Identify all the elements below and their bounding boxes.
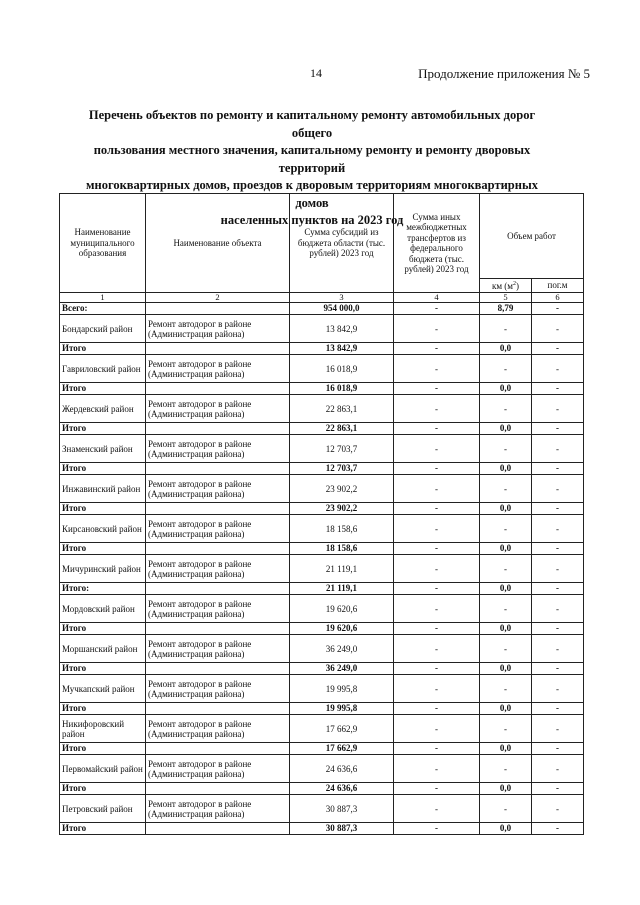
total-row (60, 343, 584, 355)
subsidy-value: 21 119,1 (290, 555, 394, 583)
object-name: Ремонт автодорог в районе (Администрация района) (146, 315, 290, 343)
district-name: Мучкапский район (60, 675, 146, 703)
object-row (60, 555, 584, 583)
total-km: 0,0 (480, 783, 532, 795)
total-label: Итого (60, 343, 146, 355)
object-row (60, 715, 584, 743)
total-label: Итого (60, 823, 146, 835)
subsidy-value: 24 636,6 (290, 755, 394, 783)
total-km: 0,0 (480, 703, 532, 715)
pogm-value: - (532, 755, 584, 783)
subsidy-value: 23 902,2 (290, 475, 394, 503)
object-name: Ремонт автодорог в районе (Администрация района) (146, 355, 290, 383)
km-value: - (480, 315, 532, 343)
total-subsidy: 21 119,1 (290, 583, 394, 595)
km-value: - (480, 475, 532, 503)
district-name: Жердевский район (60, 395, 146, 423)
object-name: Ремонт автодорог в районе (Администрация района) (146, 715, 290, 743)
total-label: Итого (60, 543, 146, 555)
column-number: 6 (532, 293, 584, 303)
total-row (60, 383, 584, 395)
total-label: Итого (60, 703, 146, 715)
grand-total-transfers: - (394, 303, 480, 315)
total-pogm: - (532, 423, 584, 435)
grand-total-pogm: - (532, 303, 584, 315)
total-label: Итого (60, 623, 146, 635)
km-value: - (480, 795, 532, 823)
total-pogm: - (532, 823, 584, 835)
transfers-value: - (394, 555, 480, 583)
column-number: 2 (146, 293, 290, 303)
km-value: - (480, 675, 532, 703)
total-row (60, 743, 584, 755)
total-label: Итого (60, 783, 146, 795)
subsidy-value: 12 703,7 (290, 435, 394, 463)
object-row (60, 315, 584, 343)
transfers-value: - (394, 795, 480, 823)
transfers-value: - (394, 315, 480, 343)
total-row (60, 623, 584, 635)
km-value: - (480, 515, 532, 543)
object-name: Ремонт автодорог в районе (Администрация района) (146, 635, 290, 663)
col-header-object: Наименование объекта (146, 194, 290, 293)
total-row (60, 663, 584, 675)
total-km: 0,0 (480, 503, 532, 515)
total-subsidy: 23 902,2 (290, 503, 394, 515)
subsidy-value: 22 863,1 (290, 395, 394, 423)
total-transfers: - (394, 503, 480, 515)
total-transfers: - (394, 703, 480, 715)
total-subsidy: 24 636,6 (290, 783, 394, 795)
total-subsidy: 17 662,9 (290, 743, 394, 755)
total-pogm: - (532, 783, 584, 795)
column-number: 5 (480, 293, 532, 303)
km-value: - (480, 595, 532, 623)
total-empty (146, 463, 290, 475)
transfers-value: - (394, 355, 480, 383)
pogm-value: - (532, 475, 584, 503)
transfers-value: - (394, 475, 480, 503)
pogm-value: - (532, 675, 584, 703)
district-name: Мичуринский район (60, 555, 146, 583)
district-name: Мордовский район (60, 595, 146, 623)
district-name: Бондарский район (60, 315, 146, 343)
total-row (60, 423, 584, 435)
subsidy-value: 13 842,9 (290, 315, 394, 343)
total-pogm: - (532, 463, 584, 475)
total-km: 0,0 (480, 423, 532, 435)
total-empty (146, 703, 290, 715)
total-label: Итого (60, 663, 146, 675)
pogm-value: - (532, 355, 584, 383)
total-row (60, 543, 584, 555)
total-label: Итого (60, 463, 146, 475)
col-header-km (480, 279, 532, 293)
total-subsidy: 13 842,9 (290, 343, 394, 355)
total-subsidy: 16 018,9 (290, 383, 394, 395)
col-header-subsidy: Сумма субсидий из бюджета области (тыс. рублей) 2023 год (290, 194, 394, 293)
total-km: 0,0 (480, 583, 532, 595)
col-header-transfers: Сумма иных межбюджетных трансфертов из федерального бюджета (тыс. рублей) 2023 год (394, 194, 480, 293)
transfers-value: - (394, 395, 480, 423)
total-pogm: - (532, 383, 584, 395)
object-name: Ремонт автодорог в районе (Администрация района) (146, 555, 290, 583)
total-transfers: - (394, 543, 480, 555)
km-superscript: 2 (513, 281, 516, 288)
total-row (60, 583, 584, 595)
grand-total-empty (146, 303, 290, 315)
total-subsidy: 19 995,8 (290, 703, 394, 715)
district-name: Моршанский район (60, 635, 146, 663)
total-pogm: - (532, 343, 584, 355)
subsidy-value: 19 620,6 (290, 595, 394, 623)
transfers-value: - (394, 715, 480, 743)
transfers-value: - (394, 635, 480, 663)
total-transfers: - (394, 463, 480, 475)
total-empty (146, 783, 290, 795)
subsidy-value: 17 662,9 (290, 715, 394, 743)
km-value: - (480, 355, 532, 383)
grand-total-label: Всего: (60, 303, 146, 315)
object-name: Ремонт автодорог в районе (Администрация района) (146, 475, 290, 503)
object-name: Ремонт автодорог в районе (Администрация района) (146, 675, 290, 703)
pogm-value: - (532, 795, 584, 823)
km-value: - (480, 755, 532, 783)
object-row (60, 635, 584, 663)
total-empty (146, 343, 290, 355)
district-name: Гавриловский район (60, 355, 146, 383)
object-row (60, 475, 584, 503)
total-pogm: - (532, 503, 584, 515)
pogm-value: - (532, 315, 584, 343)
total-label: Итого (60, 423, 146, 435)
total-empty (146, 503, 290, 515)
district-name: Петровский район (60, 795, 146, 823)
total-transfers: - (394, 743, 480, 755)
km-value: - (480, 555, 532, 583)
total-subsidy: 19 620,6 (290, 623, 394, 635)
object-row (60, 595, 584, 623)
pogm-value: - (532, 635, 584, 663)
total-label: Итого: (60, 583, 146, 595)
total-transfers: - (394, 623, 480, 635)
grand-total-km: 8,79 (480, 303, 532, 315)
total-pogm: - (532, 583, 584, 595)
subsidy-value: 16 018,9 (290, 355, 394, 383)
total-subsidy: 36 249,0 (290, 663, 394, 675)
total-km: 0,0 (480, 463, 532, 475)
object-name: Ремонт автодорог в районе (Администрация района) (146, 755, 290, 783)
object-name: Ремонт автодорог в районе (Администрация района) (146, 595, 290, 623)
object-row (60, 435, 584, 463)
total-label: Итого (60, 383, 146, 395)
km-value: - (480, 715, 532, 743)
object-name: Ремонт автодорог в районе (Администрация района) (146, 515, 290, 543)
pogm-value: - (532, 515, 584, 543)
total-transfers: - (394, 423, 480, 435)
subsidy-value: 36 249,0 (290, 635, 394, 663)
object-name: Ремонт автодорог в районе (Администрация района) (146, 395, 290, 423)
subsidy-value: 19 995,8 (290, 675, 394, 703)
object-row (60, 395, 584, 423)
total-transfers: - (394, 783, 480, 795)
total-empty (146, 583, 290, 595)
km-suffix: ) (516, 281, 519, 292)
total-transfers: - (394, 663, 480, 675)
km-value: - (480, 635, 532, 663)
object-row (60, 355, 584, 383)
total-empty (146, 743, 290, 755)
pogm-value: - (532, 555, 584, 583)
column-numbers-row (60, 293, 584, 303)
district-name: Инжавинский район (60, 475, 146, 503)
object-row (60, 795, 584, 823)
total-km: 0,0 (480, 823, 532, 835)
object-row (60, 515, 584, 543)
subsidy-value: 30 887,3 (290, 795, 394, 823)
total-km: 0,0 (480, 743, 532, 755)
total-label: Итого (60, 743, 146, 755)
col-header-municipality: Наименование муниципального образования (60, 194, 146, 293)
total-subsidy: 18 158,6 (290, 543, 394, 555)
title-line: населенных пунктов на 2023 год (220, 213, 404, 227)
total-empty (146, 423, 290, 435)
total-row (60, 463, 584, 475)
grand-total-subsidy: 954 000,0 (290, 303, 394, 315)
total-pogm: - (532, 663, 584, 675)
column-number: 4 (394, 293, 480, 303)
km-value: - (480, 395, 532, 423)
pogm-value: - (532, 395, 584, 423)
title-line: многоквартирных домов, проездов к дворовым территориям многоквартирных домов (86, 178, 538, 210)
pogm-value: - (532, 435, 584, 463)
total-km: 0,0 (480, 383, 532, 395)
total-km: 0,0 (480, 623, 532, 635)
district-name: Первомайский район (60, 755, 146, 783)
pogm-value: - (532, 595, 584, 623)
transfers-value: - (394, 515, 480, 543)
object-name: Ремонт автодорог в районе (Администрация района) (146, 795, 290, 823)
transfers-value: - (394, 435, 480, 463)
page-number: 14 (310, 66, 322, 80)
total-empty (146, 623, 290, 635)
total-row (60, 503, 584, 515)
total-subsidy: 12 703,7 (290, 463, 394, 475)
col-header-pogm: пог.м (532, 279, 584, 293)
grand-total-row (60, 303, 584, 315)
total-subsidy: 30 887,3 (290, 823, 394, 835)
district-name: Кирсановский район (60, 515, 146, 543)
total-empty (146, 823, 290, 835)
total-km: 0,0 (480, 343, 532, 355)
total-label: Итого (60, 503, 146, 515)
total-km: 0,0 (480, 543, 532, 555)
objects-table (59, 193, 584, 835)
total-row (60, 703, 584, 715)
title-line: пользования местного значения, капитальному ремонту и ремонту дворовых территорий (93, 143, 531, 175)
object-row (60, 755, 584, 783)
column-number: 3 (290, 293, 394, 303)
column-number: 1 (60, 293, 146, 303)
title-line: Перечень объектов по ремонту и капитальному ремонту автомобильных дорог общего (88, 108, 536, 140)
km-value: - (480, 435, 532, 463)
total-subsidy: 22 863,1 (290, 423, 394, 435)
transfers-value: - (394, 595, 480, 623)
subsidy-value: 18 158,6 (290, 515, 394, 543)
district-name: Знаменский район (60, 435, 146, 463)
total-transfers: - (394, 343, 480, 355)
total-km: 0,0 (480, 663, 532, 675)
transfers-value: - (394, 755, 480, 783)
pogm-value: - (532, 715, 584, 743)
object-row (60, 675, 584, 703)
transfers-value: - (394, 675, 480, 703)
km-prefix: км (м (491, 281, 513, 292)
total-empty (146, 543, 290, 555)
district-name: Никифоровский район (60, 715, 146, 743)
appendix-note: Продолжение приложения № 5 (418, 66, 590, 81)
total-transfers: - (394, 583, 480, 595)
total-pogm: - (532, 543, 584, 555)
total-pogm: - (532, 623, 584, 635)
total-row (60, 783, 584, 795)
total-transfers: - (394, 383, 480, 395)
total-empty (146, 663, 290, 675)
total-empty (146, 383, 290, 395)
total-row (60, 823, 584, 835)
object-name: Ремонт автодорог в районе (Администрация района) (146, 435, 290, 463)
total-pogm: - (532, 743, 584, 755)
total-transfers: - (394, 823, 480, 835)
col-header-volume: Объем работ (480, 194, 584, 279)
total-pogm: - (532, 703, 584, 715)
